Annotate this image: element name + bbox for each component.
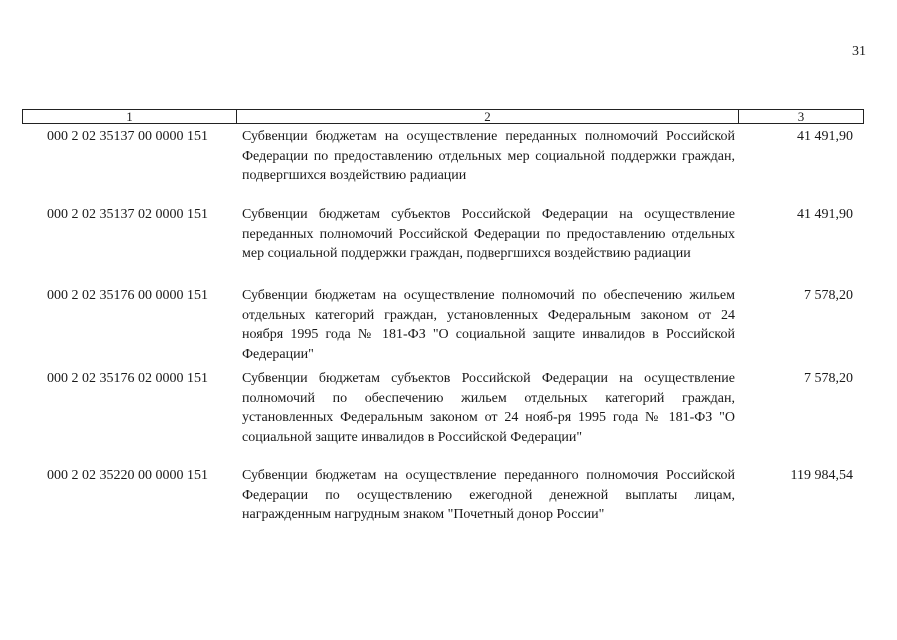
row-description: Субвенции бюджетам на осуществление переданных полномочий Российской Федерации по предоставлению отдельных мер социальной поддержки граждан, подвергшихся воздействию радиации [242,129,735,183]
row-amount: 41 491,90 [797,207,853,222]
row-description: Субвенции бюджетам субъектов Российской Федерации на осуществление переданных полномочий Российской Федерации по предоставлению отдельных мер социальной поддержки граждан, подвергшихся воздействию радиации [242,207,735,261]
budget-code: 000 2 02 35220 00 0000 151 [47,468,208,483]
row-description: Субвенции бюджетам на осуществление полномочий по обеспечению жильем отдельных категорий граждан, установленных Федеральным законом от 24 ноября 1995 года № 181-ФЗ "О социальной защите инвалидов в Российской Федерации" [242,288,735,362]
row-description: Субвенции бюджетам субъектов Российской Федерации на осуществление полномочий по обеспечению жильем отдельных категорий граждан, установленных Федеральным законом от 24 нояб-ря 1995 года № 181-ФЗ "О социальной защите инвалидов в Российской Федерации" [242,371,735,445]
header-col-3: 3 [797,109,805,124]
row-amount: 41 491,90 [797,129,853,144]
page-number: 31 [852,44,866,59]
budget-code: 000 2 02 35137 00 0000 151 [47,129,208,144]
budget-code: 000 2 02 35137 02 0000 151 [47,207,208,222]
budget-code: 000 2 02 35176 02 0000 151 [47,371,208,386]
table-header [22,109,864,124]
row-amount: 7 578,20 [804,288,853,303]
row-amount: 119 984,54 [790,468,853,483]
row-amount: 7 578,20 [804,371,853,386]
header-col-1: 1 [23,110,237,123]
row-description: Субвенции бюджетам на осуществление переданного полномочия Российской Федерации по осуществлению ежегодной денежной выплаты лицам, награжденным нагрудным знаком "Почетный донор России" [242,468,735,522]
header-col-2: 2 [237,110,739,123]
budget-code: 000 2 02 35176 00 0000 151 [47,288,208,303]
